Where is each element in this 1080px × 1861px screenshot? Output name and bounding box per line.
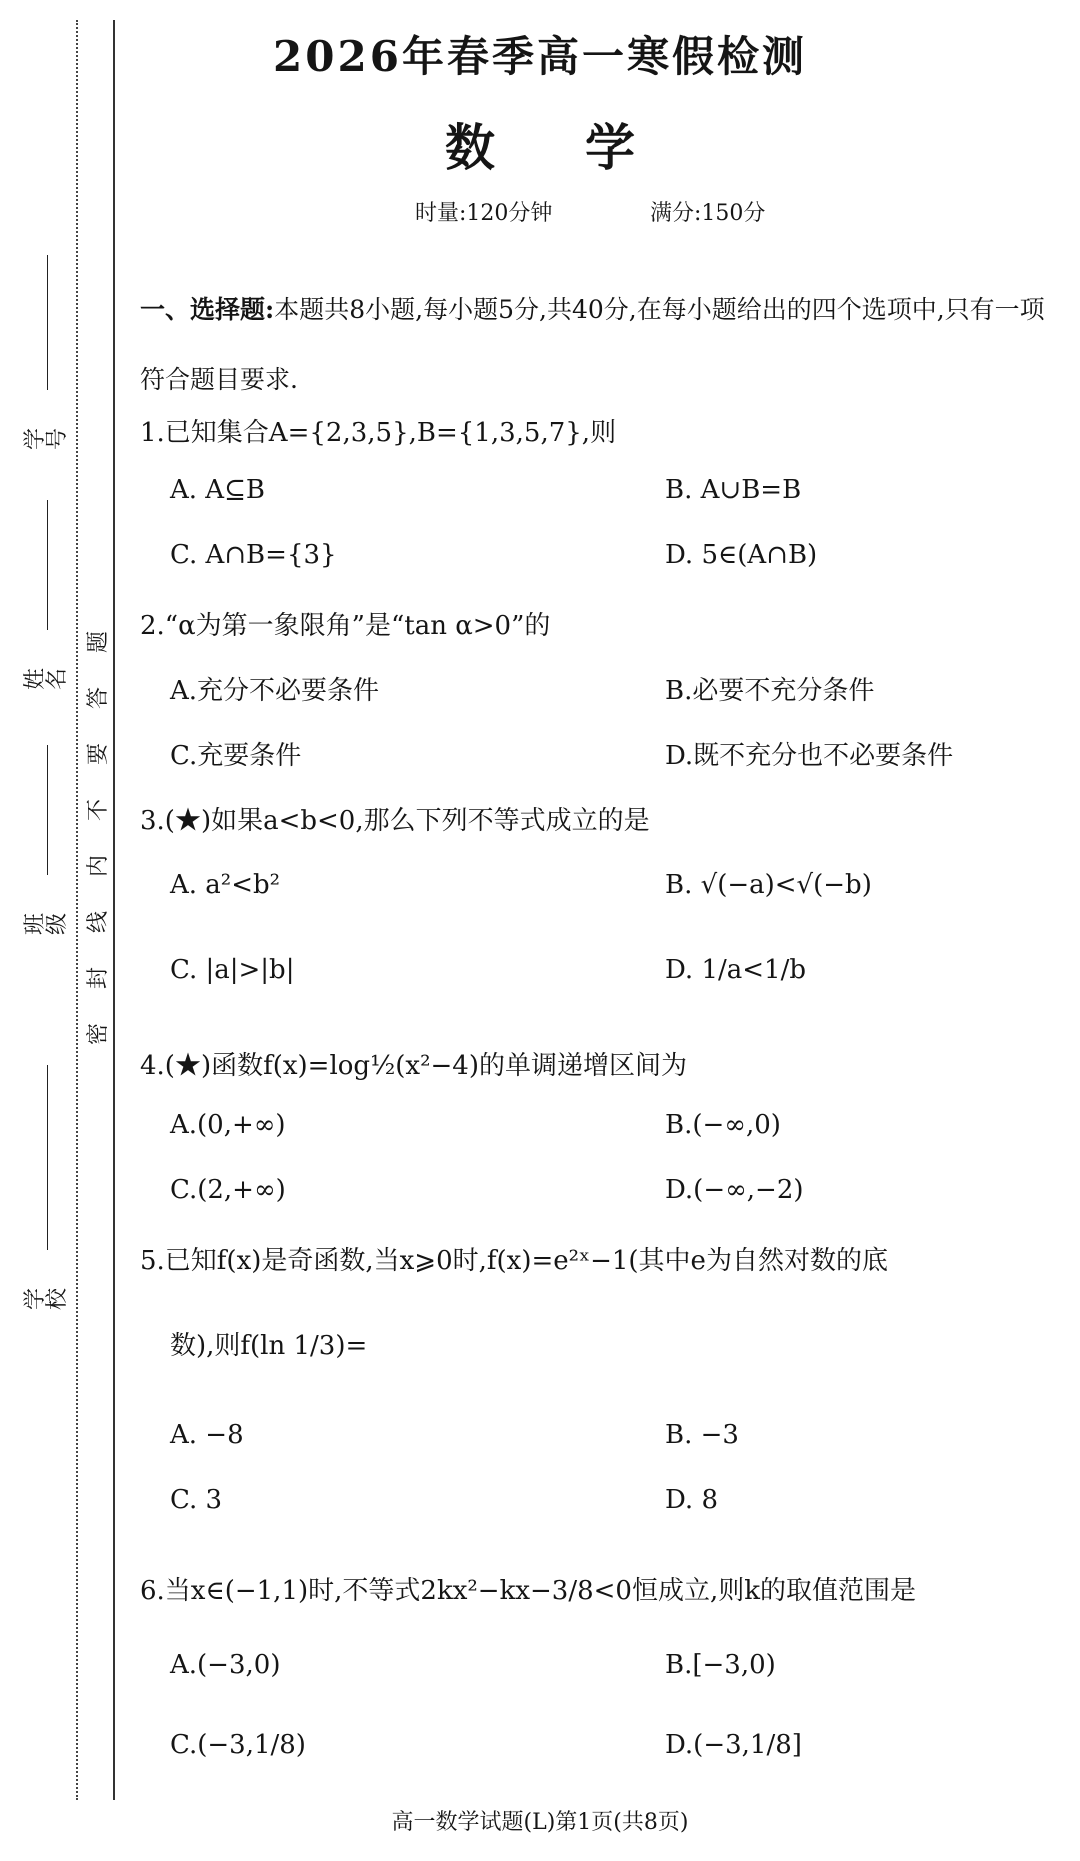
q2-option-b[interactable]: B.必要不充分条件 — [665, 676, 875, 706]
student-id-blank — [47, 255, 48, 390]
school-field[interactable] — [23, 1065, 70, 1328]
q6-option-b[interactable]: B.[−3,0) — [665, 1650, 776, 1680]
q6-option-a[interactable]: A.(−3,0) — [170, 1650, 281, 1680]
q3-option-c[interactable]: C. |a|>|b| — [170, 955, 295, 985]
student-id-field[interactable] — [23, 255, 70, 468]
q4-option-b[interactable]: B.(−∞,0) — [665, 1110, 781, 1140]
q1-option-c[interactable]: C. A∩B={3} — [170, 540, 337, 570]
section-heading: 一、选择题: — [140, 295, 275, 324]
q3-option-b[interactable]: B. √(−a)<√(−b) — [665, 870, 872, 900]
section-text: 本题共8小题,每小题5分,共40分,在每小题给出的四个选项中,只有一项符合题目要求. — [140, 295, 1045, 394]
question-3-stem: 3.(★)如果a<b<0,那么下列不等式成立的是 — [140, 806, 650, 836]
question-4-stem: 4.(★)函数f(x)=log½(x²−4)的单调递增区间为 — [140, 1051, 687, 1081]
section-instructions — [140, 275, 1065, 415]
question-1-stem: 1.已知集合A={2,3,5},B={1,3,5,7},则 — [140, 418, 617, 448]
name-field[interactable] — [23, 500, 70, 708]
name-blank — [47, 500, 48, 630]
q4-option-a[interactable]: A.(0,+∞) — [170, 1110, 286, 1140]
seal-line-notice: 题 答 要 不 内 线 封 密 — [85, 630, 111, 1046]
q6-option-c[interactable]: C.(−3,1/8) — [170, 1730, 306, 1760]
q1-option-a[interactable]: A. A⊆B — [170, 475, 265, 505]
full-score: 满分:150分 — [650, 201, 766, 226]
name-label: 姓名 — [23, 667, 70, 690]
question-6-stem: 6.当x∈(−1,1)时,不等式2kx²−kx−3/8<0恒成立,则k的取值范围是 — [140, 1576, 916, 1606]
question-2-stem: 2.“α为第一象限角”是“tan α>0”的 — [140, 611, 551, 641]
q3-option-a[interactable]: A. a²<b² — [170, 870, 281, 900]
school-label: 学校 — [23, 1287, 70, 1310]
student-id-label: 学号 — [23, 427, 70, 450]
q5-option-d[interactable]: D. 8 — [665, 1485, 718, 1515]
class-label: 班级 — [23, 912, 70, 935]
question-5-stem-continued: 数),则f(ln 1/3)= — [170, 1331, 368, 1361]
q4-option-d[interactable]: D.(−∞,−2) — [665, 1175, 804, 1205]
q4-option-c[interactable]: C.(2,+∞) — [170, 1175, 286, 1205]
exam-title: 2026年春季高一寒假检测 — [273, 32, 807, 81]
q3-option-d[interactable]: D. 1/a<1/b — [665, 955, 806, 985]
class-blank — [47, 745, 48, 875]
question-5-stem: 5.已知f(x)是奇函数,当x⩾0时,f(x)=e²ˣ−1(其中e为自然对数的底 — [140, 1246, 888, 1276]
binding-line — [113, 20, 115, 1800]
q1-option-d[interactable]: D. 5∈(A∩B) — [665, 540, 818, 570]
school-blank — [47, 1065, 48, 1250]
class-field[interactable] — [23, 745, 70, 953]
exam-duration: 时量:120分钟 — [415, 201, 553, 226]
q5-option-a[interactable]: A. −8 — [170, 1420, 244, 1450]
q6-option-d[interactable]: D.(−3,1/8] — [665, 1730, 802, 1760]
q5-option-b[interactable]: B. −3 — [665, 1420, 739, 1450]
q2-option-d[interactable]: D.既不充分也不必要条件 — [665, 741, 954, 771]
dotted-cut-line — [76, 20, 78, 1800]
q2-option-c[interactable]: C.充要条件 — [170, 741, 302, 771]
page-footer: 高一数学试题(L)第1页(共8页) — [391, 1810, 689, 1835]
subject-title: 数学 — [445, 118, 725, 177]
q1-option-b[interactable]: B. A∪B=B — [665, 475, 802, 505]
q5-option-c[interactable]: C. 3 — [170, 1485, 223, 1515]
q2-option-a[interactable]: A.充分不必要条件 — [170, 676, 380, 706]
